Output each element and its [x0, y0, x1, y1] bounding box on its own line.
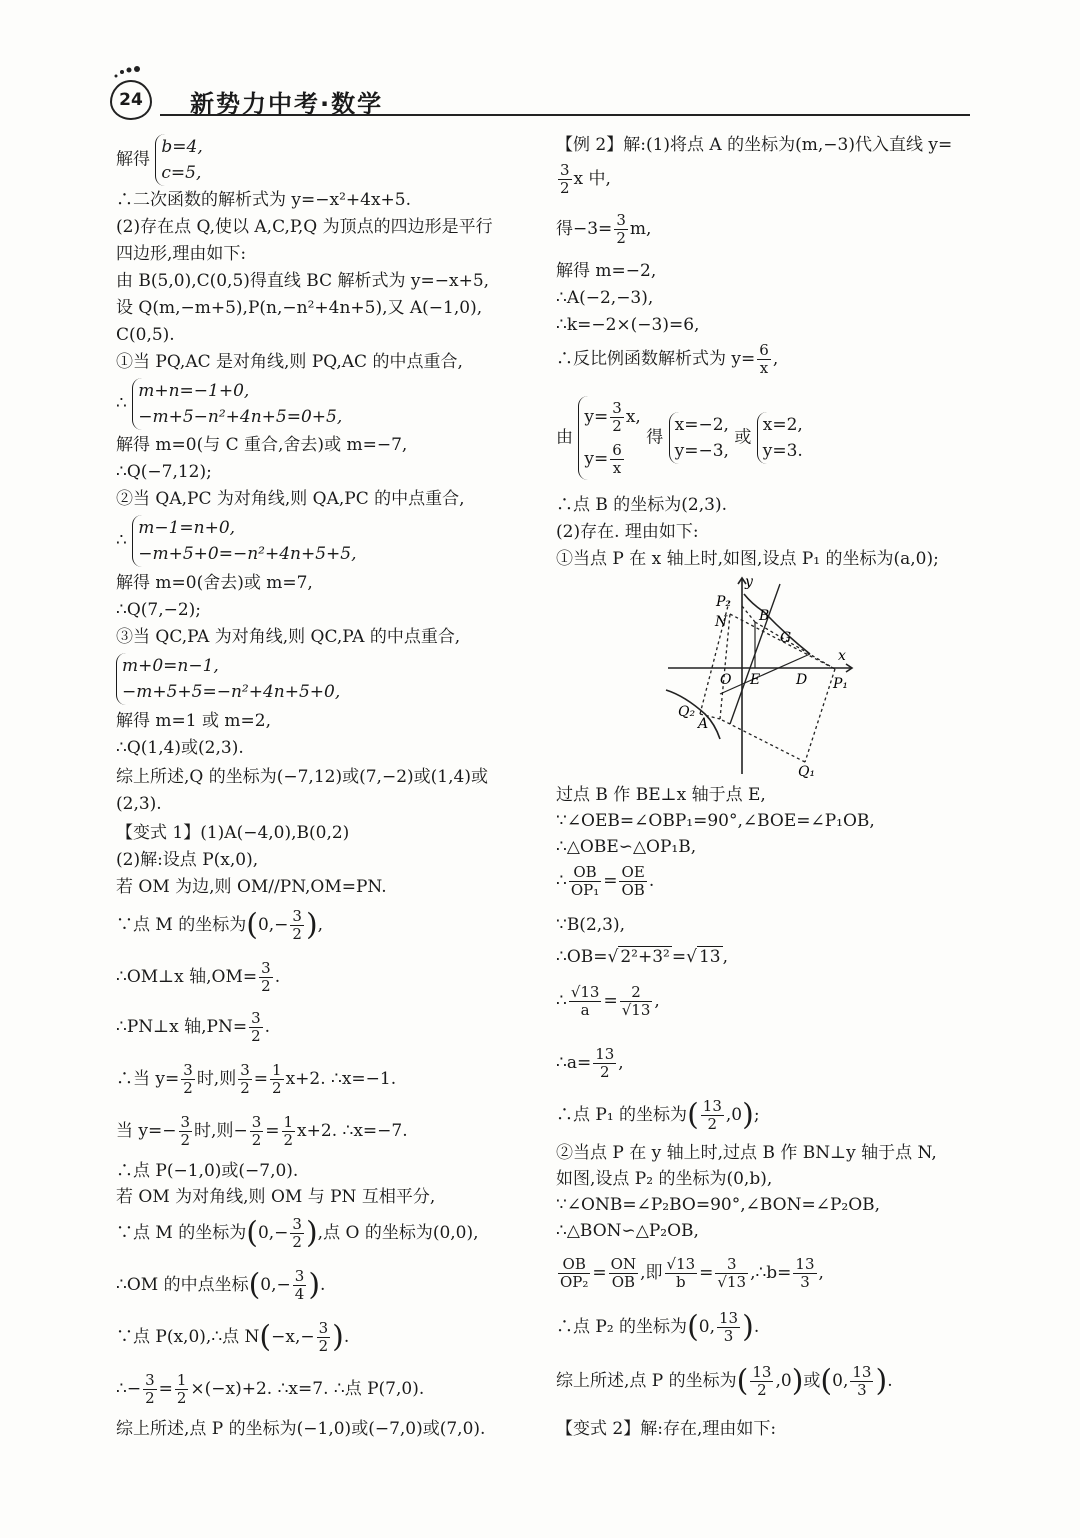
text-line: ∴点 B 的坐标为(2,3). — [556, 495, 728, 515]
diagram-label: P₂ — [716, 594, 732, 610]
text-line: 由 B(5,0),C(0,5)得直线 BC 解析式为 y=−x+5, — [116, 271, 490, 291]
diagram-label: Q₂ — [678, 704, 696, 720]
text-line: ∵∠OEB=∠OBP₁=90°,∠BOE=∠P₁OB, — [556, 811, 875, 831]
text-line: (2)存在点 Q,使以 A,C,P,Q 为顶点的四边形是平行 — [116, 217, 493, 237]
decorative-dots-icon — [112, 64, 152, 80]
diagram-label: G — [780, 630, 792, 646]
text-line: ∴a= $\frac{13}{2}$ , — [556, 1045, 624, 1081]
text-line: 得−3= $\frac{3}{2}$ m, — [556, 211, 652, 247]
text-line: ②当 QA,PC 为对角线,则 QA,PC 的中点重合, — [116, 489, 465, 509]
text-line: 综上所述,点 P 的坐标为( $\frac{13}{2}$ ,0)或(0, $\frac{13}{3}$ ). — [556, 1363, 893, 1399]
text-line: (2)存在. 理由如下: — [556, 522, 699, 542]
text-line: ∴− $\frac{3}{2}$ = $\frac{1}{2}$ ×(−x)+2. ∴x=7. ∴点 P(7,0). — [116, 1371, 425, 1407]
text-line: ∴ $\frac{OB}{\text{OP₁}}$ = $\frac{OE}{OB}$ . — [556, 863, 655, 899]
text-line: 若 OM 为边,则 OM//PN,OM=PN. — [116, 877, 387, 897]
text-line: 四边形,理由如下: — [116, 244, 247, 264]
text-line: ∴点 P₁ 的坐标为( $\frac{13}{2}$ ,0); — [556, 1097, 760, 1133]
text-line: C(0,5). — [116, 325, 175, 345]
text-line: ②当点 P 在 y 轴上时,过点 B 作 BN⊥y 轴于点 N, — [556, 1143, 937, 1163]
text-line: 解得 m=0(与 C 重合,舍去)或 m=−7, — [116, 435, 408, 455]
text-line: 如图,设点 P₂ 的坐标为(0,b), — [556, 1169, 773, 1189]
header-rule — [160, 114, 970, 116]
text-line: ∴ m+n=−1+0, −m+5−n²+4n+5=0+5, — [116, 378, 342, 430]
text-line: 由 y= $\frac{3}{2}$ x, y= $\frac{6}{x}$ 得 x=−2, y=−3, 或 x=2, y=3. — [556, 396, 803, 480]
diagram-label: O — [720, 672, 732, 688]
page-header — [100, 62, 970, 120]
text-line: 过点 B 作 BE⊥x 轴于点 E, — [556, 785, 766, 805]
text-line: 解得 b=4, c=5, — [116, 134, 203, 186]
text-line: ∴二次函数的解析式为 y=−x²+4x+5. — [116, 190, 412, 210]
text-line: ①当点 P 在 x 轴上时,如图,设点 P₁ 的坐标为(a,0); — [556, 549, 939, 569]
text-line: $\frac{OB}{\text{OP₂}}$ = $\frac{ON}{OB}$ ,即 $\frac{√13}{b}$ = $\frac{3}{√13}$ ,∴b= $\frac{13}{3}$ , — [560, 1255, 824, 1291]
text-line: ∴点 P₂ 的坐标为(0, $\frac{13}{3}$ ). — [556, 1309, 760, 1345]
text-line: ∴ $\frac{√13}{a}$ = $\frac{2}{√13}$ , — [556, 983, 660, 1019]
text-line: ∵点 M 的坐标为(0,− $\frac{3}{2}$ ),点 O 的坐标为(0,0), — [116, 1215, 479, 1251]
diagram-label: P₁ — [833, 676, 849, 692]
text-line: ∴k=−2×(−3)=6, — [556, 315, 700, 335]
text-line: 设 Q(m,−m+5),P(n,−n²+4n+5),又 A(−1,0), — [116, 298, 483, 318]
text-line: $\frac{3}{2}$ x 中, — [560, 161, 611, 197]
text-line: 【变式 1】(1)A(−4,0),B(0,2) — [116, 823, 350, 843]
text-line: ∴当 y= $\frac{3}{2}$ 时,则 $\frac{3}{2}$ = $\frac{1}{2}$ x+2. ∴x=−1. — [116, 1061, 397, 1097]
text-line: ∵∠ONB=∠P₂BO=90°,∠BON=∠P₂OB, — [556, 1195, 881, 1215]
text-line: ∴Q(1,4)或(2,3). — [116, 738, 244, 758]
diagram-label: N — [715, 614, 728, 630]
text-line: ∴PN⊥x 轴,PN= $\frac{3}{2}$ . — [116, 1009, 271, 1045]
text-line: ③当 QC,PA 为对角线,则 QC,PA 的中点重合, — [116, 627, 461, 647]
text-line: ∴ m−1=n+0, −m+5+0=−n²+4n+5+5, — [116, 515, 357, 567]
page-number: 24 — [110, 80, 152, 120]
geometry-diagram — [660, 574, 860, 779]
text-line: ∴OB=√ 2²+3² =√ 13 , — [556, 947, 728, 967]
text-line: 【例 2】解:(1)将点 A 的坐标为(m,−3)代入直线 y= — [556, 135, 953, 155]
text-line: ①当 PQ,AC 是对角线,则 PQ,AC 的中点重合, — [116, 352, 463, 372]
text-line: 解得 m=1 或 m=2, — [116, 711, 271, 731]
text-line: 【变式 2】解:存在,理由如下: — [556, 1419, 777, 1439]
text-line: ∴OM⊥x 轴,OM= $\frac{3}{2}$ . — [116, 959, 281, 995]
text-line: 当 y=− $\frac{3}{2}$ 时,则− $\frac{3}{2}$ = $\frac{1}{2}$ x+2. ∴x=−7. — [116, 1113, 408, 1149]
book-title: 新势力中考·数学 — [190, 90, 384, 118]
text-line: ∵点 P(x,0),∴点 N(−x,− $\frac{3}{2}$ ). — [116, 1319, 350, 1355]
text-line: ∴△OBE∽△OP₁B, — [556, 837, 697, 857]
text-line: (2)解:设点 P(x,0), — [116, 850, 259, 870]
text-line: ∴A(−2,−3), — [556, 288, 654, 308]
diagram-label: A — [698, 716, 709, 732]
diagram-label: D — [796, 672, 808, 688]
text-line: 解得 m=0(舍去)或 m=7, — [116, 573, 313, 593]
text-line: ∴Q(7,−2); — [116, 600, 202, 620]
text-line: ∵B(2,3), — [556, 915, 626, 935]
text-line: 解得 m=−2, — [556, 261, 657, 281]
diagram-label: y — [745, 574, 753, 590]
diagram-label: Q₁ — [798, 764, 816, 779]
text-line: m+0=n−1, −m+5+5=−n²+4n+5+0, — [116, 653, 340, 705]
text-line: 综上所述,Q 的坐标为(−7,12)或(7,−2)或(1,4)或 — [116, 767, 488, 787]
diagram-label: x — [838, 648, 846, 664]
text-line: ∴反比例函数解析式为 y= $\frac{6}{x}$ , — [556, 341, 779, 377]
diagram-label: E — [750, 672, 761, 688]
text-line: ∴Q(−7,12); — [116, 462, 212, 482]
text-line: ∴OM 的中点坐标(0,− $\frac{3}{4}$ ). — [116, 1267, 326, 1303]
text-line: ∵点 M 的坐标为(0,− $\frac{3}{2}$ ), — [116, 907, 324, 943]
text-line: ∴△BON∽△P₂OB, — [556, 1221, 699, 1241]
diagram-label: B — [759, 608, 770, 624]
text-line: (2,3). — [116, 794, 162, 814]
text-line: 综上所述,点 P 的坐标为(−1,0)或(−7,0)或(7,0). — [116, 1419, 486, 1439]
text-line: 若 OM 为对角线,则 OM 与 PN 互相平分, — [116, 1187, 436, 1207]
text-line: ∴点 P(−1,0)或(−7,0). — [116, 1161, 299, 1181]
